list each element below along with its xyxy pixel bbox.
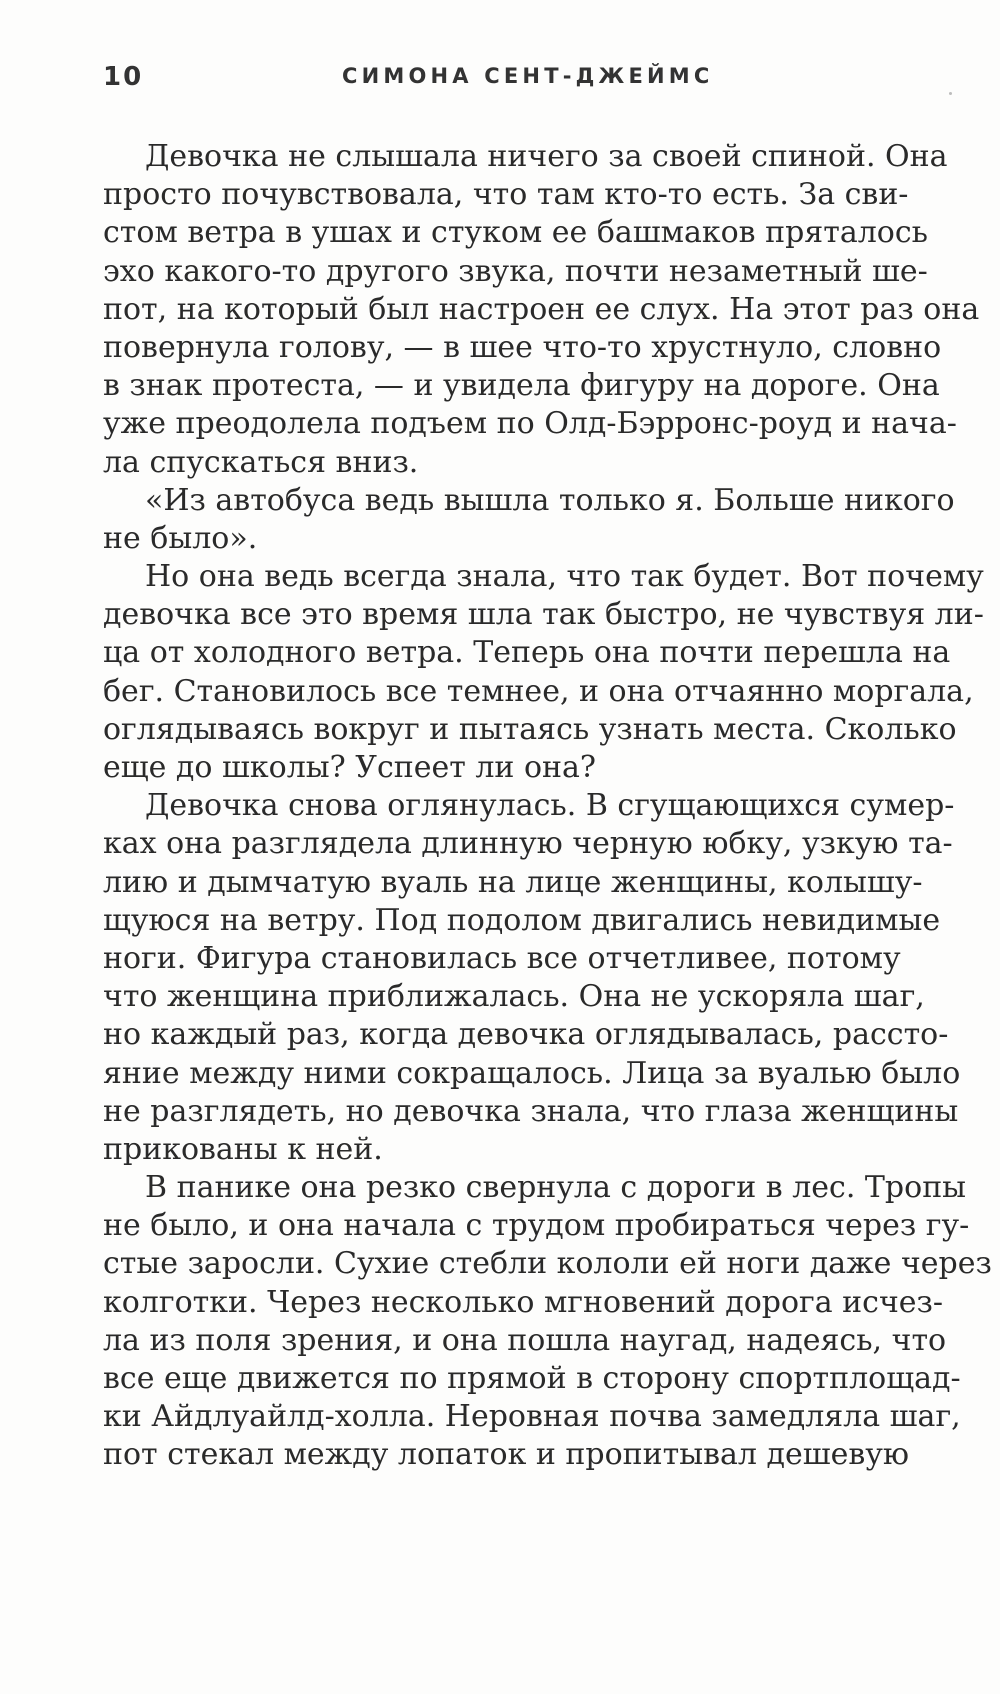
- text-line: ноги. Фигура становилась все отчетливее, потому: [103, 940, 901, 976]
- text-line: еще до школы? Успеет ли она?: [103, 750, 596, 785]
- text-line: не было, и она начала с трудом пробираться через гу-: [103, 1208, 970, 1244]
- text-line: оглядываясь вокруг и пытаясь узнать места. Сколько: [103, 711, 957, 747]
- text-line: бег. Становилось все темнее, и она отчаянно моргала,: [103, 673, 974, 709]
- page-number: 10: [103, 62, 144, 92]
- text-line: повернула голову, — в шее что-то хрустнуло, словно: [103, 329, 942, 365]
- text-line: «Из автобуса ведь вышла только я. Больше никого: [145, 482, 955, 518]
- text-line: прикованы к ней.: [103, 1131, 383, 1167]
- text-line: щуюся на ветру. Под подолом двигались невидимые: [103, 902, 941, 938]
- text-line: колготки. Через несколько мгновений дорога исчез-: [103, 1284, 944, 1320]
- text-line: девочка все это время шла так быстро, не чувствуя ли-: [103, 597, 984, 633]
- text-line: яние между ними сокращалось. Лица за вуалью было: [103, 1055, 961, 1091]
- text-line: ки Айдлуайлд-холла. Неровная почва замедляла шаг,: [103, 1399, 961, 1435]
- text-line: Девочка снова оглянулась. В сгущающихся сумер-: [145, 788, 955, 824]
- text-line: стые заросли. Сухие стебли кололи ей ноги даже через: [103, 1246, 992, 1282]
- text-line: ла спускаться вниз.: [103, 444, 419, 480]
- paper-speck: [949, 92, 952, 95]
- text-line: все еще движется по прямой в сторону спортплощад-: [103, 1361, 961, 1396]
- text-line: ках она разглядела длинную черную юбку, узкую та-: [103, 826, 953, 862]
- author-name: СИМОНА СЕНТ-ДЖЕЙМС: [342, 64, 714, 88]
- text-line: просто почувствовала, что там кто-то есть. За сви-: [103, 177, 909, 213]
- text-line: в знак протеста, — и увидела фигуру на дороге. Она: [103, 368, 940, 404]
- text-line: не было».: [103, 520, 258, 556]
- body-text: [103, 138, 992, 1475]
- text-line: ла из поля зрения, и она пошла наугад, надеясь, что: [103, 1322, 947, 1358]
- text-line: В панике она резко свернула с дороги в лес. Тропы: [145, 1170, 967, 1206]
- text-line: ца от холодного ветра. Теперь она почти перешла на: [103, 635, 951, 671]
- text-line: Девочка не слышала ничего за своей спиной. Она: [145, 139, 948, 174]
- text-line: что женщина приближалась. Она не ускоряла шаг,: [103, 979, 925, 1015]
- running-head: [0, 62, 1000, 96]
- text-line: лию и дымчатую вуаль на лице женщины, колышу-: [103, 864, 923, 900]
- text-line: но каждый раз, когда девочка оглядывалась, рассто-: [103, 1017, 949, 1053]
- text-line: эхо какого-то другого звука, почти незаметный ше-: [103, 253, 928, 289]
- text-line: не разглядеть, но девочка знала, что глаза женщины: [103, 1093, 959, 1129]
- text-line: стом ветра в ушах и стуком ее башмаков пряталось: [103, 215, 928, 251]
- text-line: уже преодолела подъем по Олд-Бэрронс-роуд и нача-: [103, 406, 957, 442]
- text-line: пот, на который был настроен ее слух. На этот раз она: [103, 291, 980, 327]
- text-line: Но она ведь всегда знала, что так будет. Вот почему: [145, 559, 984, 595]
- text-line: пот стекал между лопаток и пропитывал дешевую: [103, 1437, 910, 1473]
